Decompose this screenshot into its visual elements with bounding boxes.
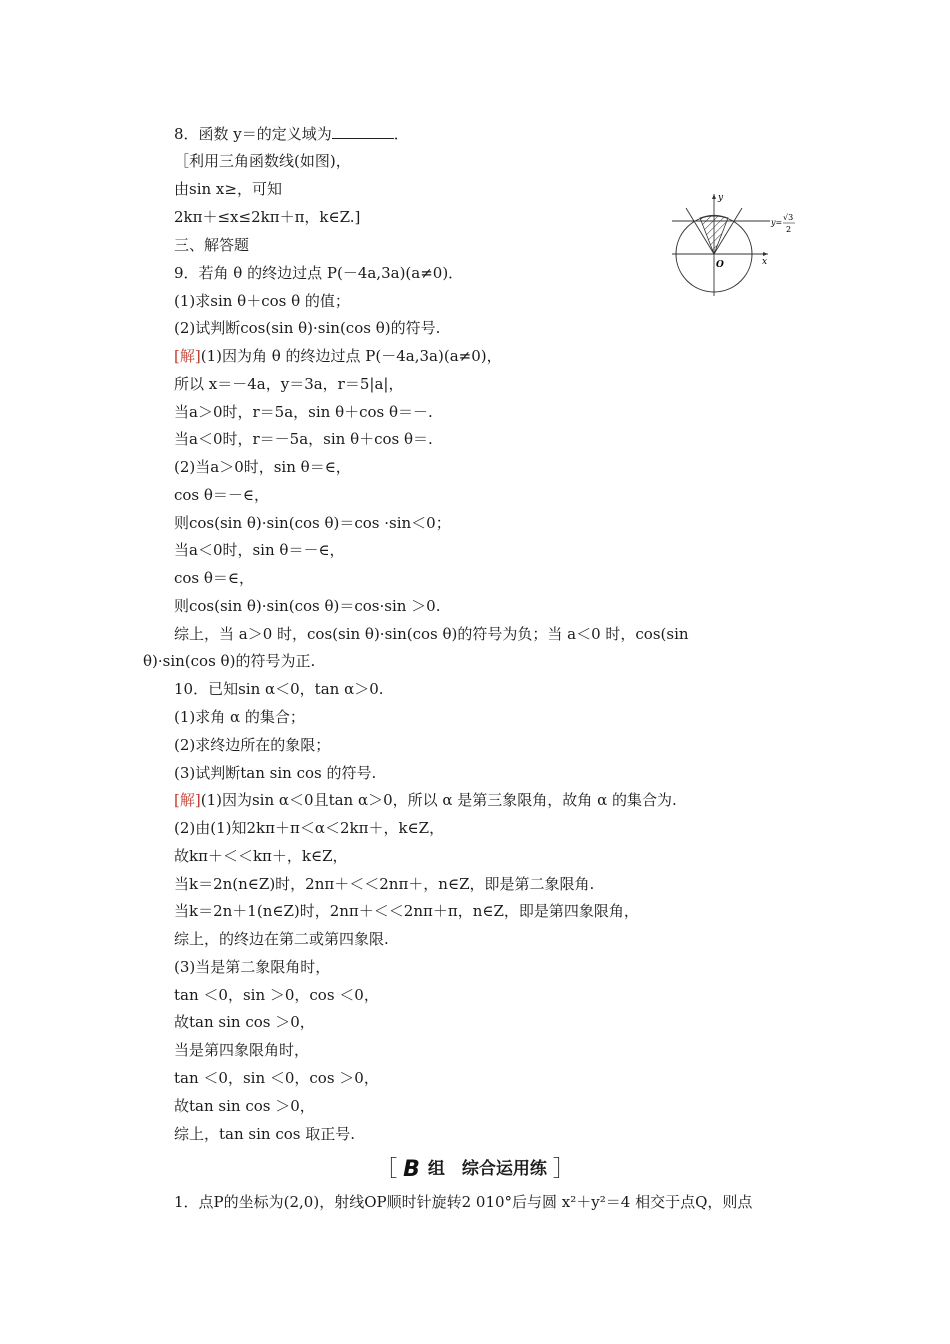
line-text: 当a＜0时，sin θ＝－∈， [174,541,345,559]
text-line [174,429,433,449]
text-line [174,346,502,366]
line-text: tan ＜0，sin ＜0，cos ＞0， [174,1069,379,1087]
text-line [174,151,351,171]
line-text: cos θ＝∈， [174,569,255,587]
text-line [174,568,254,588]
text-line [174,679,384,699]
line-text: 由sin x≥，可知 [174,180,282,198]
line-text: 8．函数 y＝的定义域为 [174,125,332,143]
line-text: 则cos(sin θ)·sin(cos θ)＝cos·sin ＞0. [174,597,441,615]
line-text: (2)由(1)知2kπ＋π＜α＜2kπ＋，k∈Z， [174,819,445,837]
section-heading-b [0,1156,950,1183]
text-line [143,651,315,671]
line-text: ［利用三角函数线(如图)， [174,152,351,170]
text-line [174,374,403,394]
text-line [174,402,433,422]
text-line [174,818,444,838]
x-axis-label: x [762,257,768,267]
line-text: 当a＜0时，r＝－5a，sin θ＋cos θ＝. [174,430,433,448]
text-line [174,1192,752,1212]
text-line [174,735,330,755]
line-text: 故tan sin cos ＞0， [174,1097,315,1115]
text-line [174,263,463,283]
line-text: tan ＜0，sin ＞0，cos ＜0， [174,986,379,1004]
line-label-prefix: y= [771,218,783,227]
line-text: (2)求终边所在的象限； [174,736,331,754]
line-text: 当k＝2n＋1(n∈Z)时，2nπ＋＜＜2nπ＋π，n∈Z，即是第四象限角， [174,902,639,920]
text-line [174,1012,315,1032]
text-line [174,624,689,644]
line-text: cos θ＝－∈， [174,486,270,504]
line-text-after: ． [393,125,409,143]
line-text: 所以 x＝－4a，y＝3a，r＝5|a|， [174,375,404,393]
line-label-denominator: 2 [786,225,792,234]
text-line [174,707,305,727]
text-line [174,540,345,560]
text-line [174,1040,309,1060]
line-text: 9．若角 θ 的终边过点 P(－4a,3a)(a≠0)． [174,264,464,282]
line-text: 三、解答题 [174,236,250,254]
unit-circle-figure [668,188,810,300]
line-text: 故kπ＋＜＜kπ＋，k∈Z， [174,847,348,865]
line-text: (1)因为角 θ 的终边过点 P(－4a,3a)(a≠0)， [200,347,502,365]
line-text: 当a＞0时，r＝5a，sin θ＋cos θ＝－. [174,403,433,421]
line-text: (3)试判断tan sin cos 的符号. [174,764,377,782]
text-line [174,513,451,533]
line-text: 综上，的终边在第二或第四象限. [174,930,389,948]
text-line [174,235,249,255]
line-text: (2)试判断cos(sin θ)·sin(cos θ)的符号. [174,319,441,337]
text-line [174,957,330,977]
close-bracket: ］ [552,1157,575,1182]
text-line [174,291,350,311]
text-line [174,318,440,338]
line-text: 综上，tan sin cos 取正号. [174,1125,355,1143]
line-text: 当k＝2n(n∈Z)时，2nπ＋＜＜2nπ＋，n∈Z，即是第二象限角. [174,875,595,893]
text-line [174,124,409,144]
text-line [174,929,389,949]
section-title: 组 综合运用练 [427,1159,547,1179]
x-axis-arrow [763,252,768,256]
text-line [174,596,440,616]
line-text: (1)因为sin α＜0且tan α＞0，所以 α 是第三象限角，故角 α 的集合为. [200,791,677,809]
line-text: 2kπ＋≤x≤2kπ＋π，k∈Z.] [174,208,361,226]
line-text: (1)求sin θ＋cos θ 的值； [174,292,350,310]
text-line [174,179,282,199]
line-text: θ)·sin(cos θ)的符号为正. [143,652,316,670]
open-bracket: ［ [375,1157,398,1182]
line-text: 1．点P的坐标为(2,0)，射线OP顺时针旋转2 010°后与圆 x²＋y²＝4 相交于点Q，则点 [174,1193,753,1211]
y-axis-label: y [718,193,724,203]
y-axis-arrow [712,194,716,199]
line-text: 则cos(sin θ)·sin(cos θ)＝cos ·sin＜0； [174,514,451,532]
line-text: (1)求角 α 的集合； [174,708,305,726]
solution-tag: [解] [174,347,201,365]
line-label-numerator: √3 [783,213,794,222]
text-line [174,874,594,894]
text-line [174,1124,355,1144]
line-text: 故tan sin cos ＞0， [174,1013,315,1031]
solution-tag: [解] [174,791,201,809]
text-line [174,485,269,505]
line-text: (3)当是第二象限角时， [174,958,331,976]
answer-blank [332,124,394,139]
line-text: 综上，当 a＞0 时，cos(sin θ)·sin(cos θ)的符号为负；当 a＜0 时，cos(sin [174,625,689,643]
text-line [174,457,351,477]
text-line [174,901,639,921]
line-text: (2)当a＞0时，sin θ＝∈， [174,458,351,476]
origin-label: O [716,260,724,270]
text-line [174,1068,379,1088]
line-text: 10．已知sin α＜0，tan α＞0. [174,680,384,698]
text-line [174,763,376,783]
text-line [174,1096,315,1116]
b-group-badge: B [403,1157,420,1182]
text-line [174,790,677,810]
text-line [174,846,348,866]
line-text: 当是第四象限角时， [174,1041,310,1059]
text-line [174,985,379,1005]
text-line [174,207,360,227]
